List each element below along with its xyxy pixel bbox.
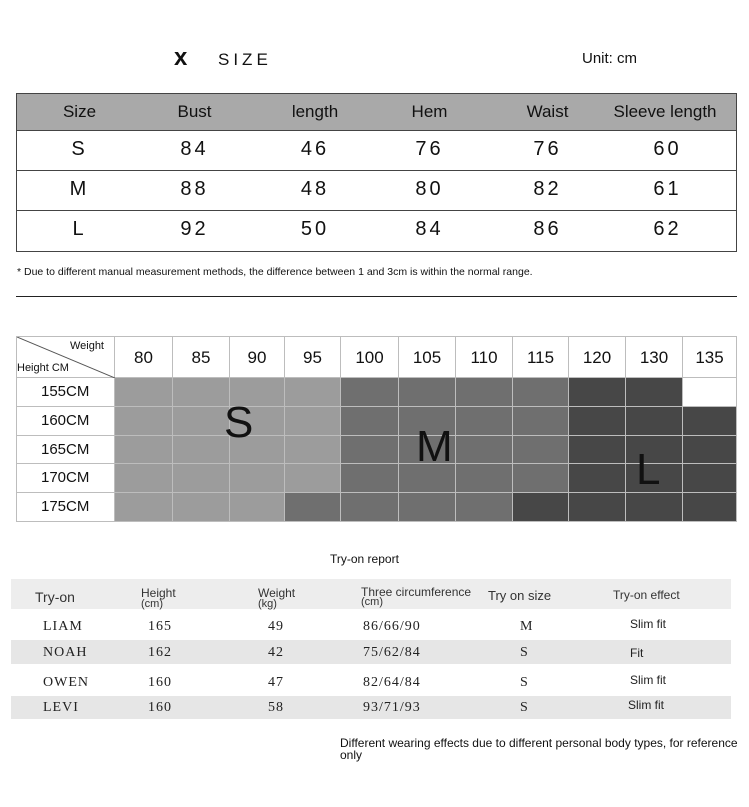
- tryon-footer-note: Different wearing effects due to different personal body types, for reference only: [340, 736, 738, 762]
- th-three-unit: (cm): [361, 596, 383, 608]
- size-table: [16, 93, 737, 252]
- grid-cell-l: [683, 407, 737, 436]
- grid-cell-empty: [683, 378, 737, 407]
- size-cell: L: [72, 218, 87, 240]
- weight-header-cell: 80: [115, 336, 173, 378]
- grid-cell-m: [456, 436, 513, 465]
- tryon-height: 160: [148, 675, 172, 690]
- grid-cell-m: [341, 378, 399, 407]
- height-label: 160CM: [16, 407, 115, 436]
- grid-cell-s: [173, 436, 230, 465]
- th-tryon: Try-on: [35, 589, 75, 605]
- th-height-unit: (cm): [141, 598, 163, 610]
- tryon-effect: Slim fit: [630, 617, 666, 631]
- header-cell: Bust: [177, 102, 212, 121]
- size-table-header: [17, 94, 736, 131]
- header-cell: Hem: [411, 102, 448, 121]
- tryon-effect: Slim fit: [630, 673, 666, 687]
- weight-header-cell: 110: [456, 336, 513, 378]
- height-label: 175CM: [16, 493, 115, 522]
- grid-cell-m: [513, 407, 569, 436]
- th-height: Height: [141, 586, 176, 600]
- grid-cell-s: [115, 493, 173, 522]
- size-weight-chart: [16, 336, 737, 522]
- grid-cell-m: [341, 493, 399, 522]
- tryon-name: OWEN: [43, 675, 89, 690]
- size-title: SIZE: [218, 50, 272, 69]
- tryon-size: S: [520, 700, 529, 715]
- grid-cell-m: [456, 407, 513, 436]
- tryon-title: Try-on report: [330, 552, 399, 566]
- size-row: [17, 210, 736, 251]
- grid-cell-l: [683, 436, 737, 465]
- grid-cell-m: [341, 407, 399, 436]
- header-cell: Size: [62, 102, 97, 121]
- tryon-three: 75/62/84: [363, 645, 421, 660]
- weight-header-cell: 105: [399, 336, 456, 378]
- tryon-name: NOAH: [43, 645, 88, 660]
- grid-cell-l: [626, 407, 683, 436]
- size-cell: 50: [300, 218, 330, 240]
- grid-cell-s: [173, 378, 230, 407]
- grid-cell-m: [399, 493, 456, 522]
- th-effect: Try-on effect: [613, 588, 680, 602]
- weight-header-cell: 115: [513, 336, 569, 378]
- tryon-height: 160: [148, 700, 172, 715]
- grid-cell-l: [626, 493, 683, 522]
- tryon-height: 165: [148, 619, 172, 634]
- tryon-name: LEVI: [43, 700, 79, 715]
- size-row: [17, 130, 736, 171]
- tryon-row: [11, 614, 731, 638]
- size-cell: 84: [180, 138, 209, 160]
- grid-cell-s: [285, 464, 341, 493]
- corner-height-label: Height CM: [17, 362, 69, 374]
- grid-cell-s: [115, 436, 173, 465]
- grid-cell-s: [173, 464, 230, 493]
- grid-cell-l: [569, 407, 626, 436]
- weight-header-cell: 130: [626, 336, 683, 378]
- grid-cell-s: [285, 378, 341, 407]
- size-cell: 61: [653, 178, 682, 200]
- th-three: Three circumference: [361, 585, 472, 599]
- tryon-row: [11, 640, 731, 664]
- size-cell: 92: [180, 218, 209, 240]
- size-cell: M: [69, 178, 90, 200]
- size-cell: 76: [415, 138, 444, 160]
- grid-cell-l: [569, 378, 626, 407]
- tryon-row: [11, 670, 731, 694]
- header-cell: Sleeve length: [613, 102, 717, 121]
- tryon-three: 93/71/93: [363, 700, 421, 715]
- tryon-weight: 58: [268, 700, 284, 715]
- size-cell: 62: [653, 218, 682, 240]
- grid-cell-l: [683, 464, 737, 493]
- tryon-name: LIAM: [43, 619, 83, 634]
- height-label: 170CM: [16, 464, 115, 493]
- unit-label: Unit: cm: [582, 50, 638, 67]
- grid-cell-s: [115, 407, 173, 436]
- grid-cell-s: [173, 493, 230, 522]
- corner-weight-label: Weight: [69, 340, 104, 352]
- grid-cell-s: [230, 493, 285, 522]
- grid-cell-m: [341, 436, 399, 465]
- tryon-height: 162: [148, 645, 172, 660]
- size-cell: 82: [533, 178, 562, 200]
- x-mark: x: [174, 44, 188, 71]
- zone-label-m: M: [416, 422, 453, 471]
- grid-cell-l: [513, 493, 569, 522]
- grid-cell-m: [513, 464, 569, 493]
- size-row: [17, 170, 736, 211]
- weight-header-cell: 95: [285, 336, 341, 378]
- size-cell: S: [71, 138, 88, 160]
- grid-cell-s: [285, 436, 341, 465]
- grid-cell-m: [456, 378, 513, 407]
- tryon-weight: 47: [268, 675, 284, 690]
- grid-cell-m: [285, 493, 341, 522]
- grid-cell-m: [456, 464, 513, 493]
- size-cell: 46: [300, 138, 330, 160]
- size-cell: 80: [415, 178, 444, 200]
- weight-header-cell: 120: [569, 336, 626, 378]
- header-cell: length: [291, 102, 339, 121]
- size-cell: 76: [533, 138, 562, 160]
- tryon-header: [11, 579, 731, 609]
- th-weight-unit: (kg): [258, 598, 277, 610]
- grid-cell-s: [115, 464, 173, 493]
- grid-cell-l: [569, 493, 626, 522]
- tryon-size: M: [520, 619, 534, 634]
- grid-cell-s: [115, 378, 173, 407]
- tryon-weight: 42: [268, 645, 284, 660]
- th-size: Try on size: [488, 588, 552, 603]
- tryon-weight: 49: [268, 619, 284, 634]
- zone-label-s: S: [224, 398, 254, 447]
- weight-header-cell: 90: [230, 336, 285, 378]
- weight-header-cell: 135: [683, 336, 737, 378]
- size-cell: 48: [300, 178, 330, 200]
- tryon-three: 86/66/90: [363, 619, 421, 634]
- weight-header-cell: 100: [341, 336, 399, 378]
- tryon-size: S: [520, 675, 529, 690]
- grid-cell-l: [569, 464, 626, 493]
- grid-cell-m: [456, 493, 513, 522]
- size-cell: 88: [180, 178, 209, 200]
- divider: [16, 296, 737, 297]
- size-cell: 60: [653, 138, 682, 160]
- tryon-row: [11, 696, 731, 719]
- grid-cell-l: [626, 378, 683, 407]
- grid-cell-s: [230, 464, 285, 493]
- grid-cell-m: [399, 378, 456, 407]
- header-cell: Waist: [526, 102, 569, 121]
- grid-cell-l: [683, 493, 737, 522]
- grid-corner: [16, 336, 115, 378]
- grid-cell-m: [513, 378, 569, 407]
- th-weight: Weight: [258, 586, 296, 600]
- grid-cell-m: [513, 436, 569, 465]
- tryon-three: 82/64/84: [363, 675, 421, 690]
- zone-label-l: L: [636, 445, 661, 494]
- grid-cell-m: [341, 464, 399, 493]
- grid-cell-s: [173, 407, 230, 436]
- size-cell: 84: [415, 218, 444, 240]
- weight-header-cell: 85: [173, 336, 230, 378]
- tryon-effect: Slim fit: [628, 698, 664, 712]
- measurement-note: * Due to different manual measurement methods, the difference between 1 and 3cm is within the normal range.: [17, 266, 533, 278]
- tryon-size: S: [520, 645, 529, 660]
- height-label: 165CM: [16, 436, 115, 465]
- size-cell: 86: [533, 218, 562, 240]
- grid-cell-l: [569, 436, 626, 465]
- height-label: 155CM: [16, 378, 115, 407]
- grid-cell-s: [285, 407, 341, 436]
- tryon-effect: Fit: [630, 646, 644, 660]
